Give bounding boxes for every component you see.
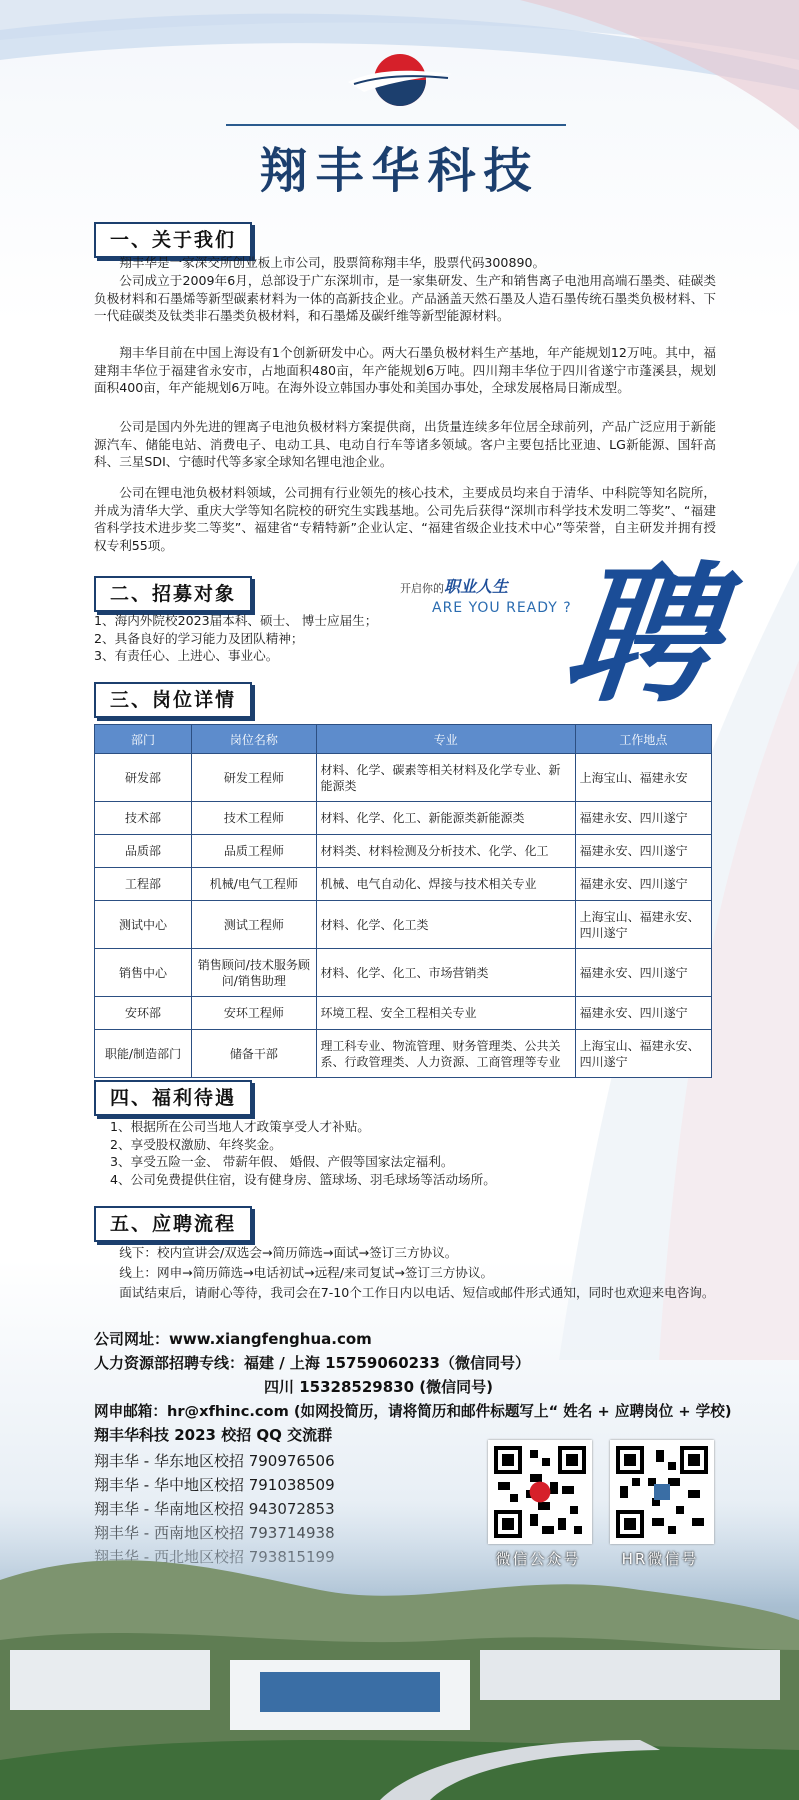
table-cell: 福建永安、四川遂宁	[575, 949, 711, 997]
about-paragraph: 公司成立于2009年6月，总部设于广东深圳市，是一家集研发、生产和销售离子电池用高端石墨类、硅碳类负极材料和石墨烯等新型碳素材料为一体的高新技企业。产品涵盖天然石墨及人造石墨传统石墨类负极材料、下一代硅碳类及钛类非石墨类负极材料，和石墨烯及碳纤维等新型能源材料。	[94, 273, 716, 324]
table-cell: 工程部	[95, 868, 192, 901]
table-cell: 储备干部	[192, 1030, 316, 1078]
table-cell: 研发部	[95, 754, 192, 802]
table-cell: 上海宝山、福建永安、四川遂宁	[575, 1030, 711, 1078]
process-line: 线上：网申→简历筛选→电话初试→远程/来司复试→签订三方协议。	[119, 1265, 494, 1280]
table-cell: 材料、化学、化工、新能源类新能源类	[316, 802, 575, 835]
table-row	[95, 835, 712, 868]
hotline-text: 四川 15328529830 (微信同号)	[264, 1378, 493, 1396]
about-heading: 一、关于我们	[94, 222, 252, 258]
slogan-main: 职业人生	[444, 577, 509, 596]
about-paragraph: 翔丰华目前在中国上海设有1个创新研发中心。两大石墨负极材料生产基地，年产能规划12万吨。其中，福建翔丰华位于福建省永安市，占地面积480亩，年产能规划6万吨。四川翔丰华位于四川省遂宁市蓬溪县，规划面积400亩，年产能规划6万吨。在海外设立韩国办事处和美国办事处，全球发展格局日渐成型。	[94, 345, 716, 396]
positions-heading: 三、岗位详情	[94, 682, 252, 718]
column-header: 专业	[316, 725, 575, 754]
table-row	[95, 868, 712, 901]
wechat-official-qr-icon[interactable]	[488, 1440, 592, 1544]
table-header-row	[95, 725, 712, 754]
process-line: 线下：校内宣讲会/双选会→简历筛选→面试→签订三方协议。	[119, 1245, 458, 1260]
table-row	[95, 802, 712, 835]
table-cell: 材料、化学、碳素等相关材料及化学专业、新能源类	[316, 754, 575, 802]
column-header: 岗位名称	[192, 725, 316, 754]
slogan-en: ARE YOU READY ?	[432, 600, 572, 616]
table-cell: 研发工程师	[192, 754, 316, 802]
table-row	[95, 949, 712, 997]
benefits-list	[110, 1118, 496, 1188]
list-item: 4、公司免费提供住宿，设有健身房、篮球场、羽毛球场等活动场所。	[110, 1171, 496, 1187]
table-cell: 上海宝山、福建永安、四川遂宁	[575, 901, 711, 949]
hr-wechat-qr-icon[interactable]	[610, 1440, 714, 1544]
qq-heading: 翔丰华科技 2023 校招 QQ 交流群	[94, 1426, 333, 1444]
process-line: 面试结束后，请耐心等待，我司会在7-10个工作日内以电话、短信或邮件形式通知，同时也欢迎来电咨询。	[119, 1285, 715, 1300]
list-item: 3、享受五险一金、 带薪年假、 婚假、产假等国家法定福利。	[110, 1154, 454, 1170]
table-cell: 职能/制造部门	[95, 1030, 192, 1078]
table-cell: 机械、电气自动化、焊接与技术相关专业	[316, 868, 575, 901]
recruit-heading: 二、招募对象	[94, 576, 252, 612]
table-cell: 技术工程师	[192, 802, 316, 835]
process-heading: 五、应聘流程	[94, 1206, 252, 1242]
list-item: 2、享受股权激励、年终奖金。	[110, 1136, 282, 1152]
positions-table	[94, 724, 712, 1078]
hotline-text: 人力资源部招聘专线：福建 / 上海 15759060233（微信同号）	[94, 1354, 530, 1372]
qr-label: 微信公众号	[495, 1550, 581, 1568]
column-header: 部门	[95, 725, 192, 754]
table-row	[95, 901, 712, 949]
brand-title: 翔丰华科技	[259, 143, 540, 199]
table-cell: 销售中心	[95, 949, 192, 997]
list-item: 1、海内外院校2023届本科、硕士、 博士应届生；	[94, 613, 378, 628]
table-cell: 测试工程师	[192, 901, 316, 949]
table-cell: 理工科专业、物流管理、财务管理类、公共关系、行政管理类、人力资源、工商管理等专业	[316, 1030, 575, 1078]
benefits-heading: 四、福利待遇	[94, 1080, 252, 1116]
table-cell: 机械/电气工程师	[192, 868, 316, 901]
table-cell: 品质部	[95, 835, 192, 868]
list-item: 2、具备良好的学习能力及团队精神；	[94, 630, 304, 646]
table-cell: 材料、化学、化工类	[316, 901, 575, 949]
table-cell: 环境工程、安全工程相关专业	[316, 997, 575, 1030]
recruit-list	[94, 612, 377, 665]
table-cell: 测试中心	[95, 901, 192, 949]
slogan-prefix: 开启你的	[400, 582, 444, 595]
about-paragraph: 公司在锂电池负极材料领域，公司拥有行业领先的核心技术，主要成员均来自于清华、中科院等知名院所，并成为清华大学、重庆大学等知名院校的研究生实践基地。公司先后获得“深圳市科学技术发明二等奖”、“福建省科学技术进步奖二等奖”、福建省“专精特新”企业认定、“福建省级企业技术中心”等荣誉，自主研发并拥有授权专利55项。	[94, 485, 716, 553]
email-text: 网申邮箱：hr@xfhinc.com (如网投简历，请将简历和邮件标题写上“ 姓名 + 应聘岗位 + 学校)	[94, 1403, 732, 1420]
about-paragraph: 公司是国内外先进的锂离子电池负极材料方案提供商，出货量连续多年位居全球前列，产品广泛应用于新能源汽车、储能电站、消费电子、电动工具、电动自行车等诸多领域。客户主要包括比亚迪、LG新能源、国轩高科、三星SDI、宁德时代等多家全球知名锂电池企业。	[94, 419, 716, 470]
table-cell: 福建永安、四川遂宁	[575, 835, 711, 868]
qq-group: 翔丰华 - 华中地区校招 791038509	[94, 1476, 335, 1494]
column-header: 工作地点	[575, 725, 711, 754]
slogan	[400, 574, 572, 616]
qq-group: 翔丰华 - 华东地区校招 790976506	[94, 1452, 335, 1470]
table-cell: 福建永安、四川遂宁	[575, 802, 711, 835]
qr-label: HR微信号	[621, 1550, 699, 1568]
table-cell: 安环工程师	[192, 997, 316, 1030]
table-row	[95, 1030, 712, 1078]
table-cell: 福建永安、四川遂宁	[575, 868, 711, 901]
table-cell: 上海宝山、福建永安	[575, 754, 711, 802]
table-cell: 材料、化学、化工、市场营销类	[316, 949, 575, 997]
table-cell: 材料类、材料检测及分析技术、化学、化工	[316, 835, 575, 868]
list-item: 3、有责任心、上进心、事业心。	[94, 648, 279, 664]
campus-landscape-image	[0, 1500, 799, 1800]
about-paragraph: 翔丰华是一家深交所创业板上市公司，股票简称翔丰华，股票代码300890。	[119, 255, 546, 270]
table-row	[95, 754, 712, 802]
list-item: 1、根据所在公司当地人才政策享受人才补贴。	[110, 1119, 370, 1134]
table-row	[95, 997, 712, 1030]
table-cell: 技术部	[95, 802, 192, 835]
website-text: 公司网址：www.xiangfenghua.com	[94, 1330, 372, 1348]
company-logo-icon	[344, 48, 456, 112]
hiring-calligraphy: 聘	[556, 547, 726, 723]
table-cell: 安环部	[95, 997, 192, 1030]
table-cell: 福建永安、四川遂宁	[575, 997, 711, 1030]
table-cell: 品质工程师	[192, 835, 316, 868]
table-cell: 销售顾问/技术服务顾问/销售助理	[192, 949, 316, 997]
title-rule	[226, 124, 566, 126]
